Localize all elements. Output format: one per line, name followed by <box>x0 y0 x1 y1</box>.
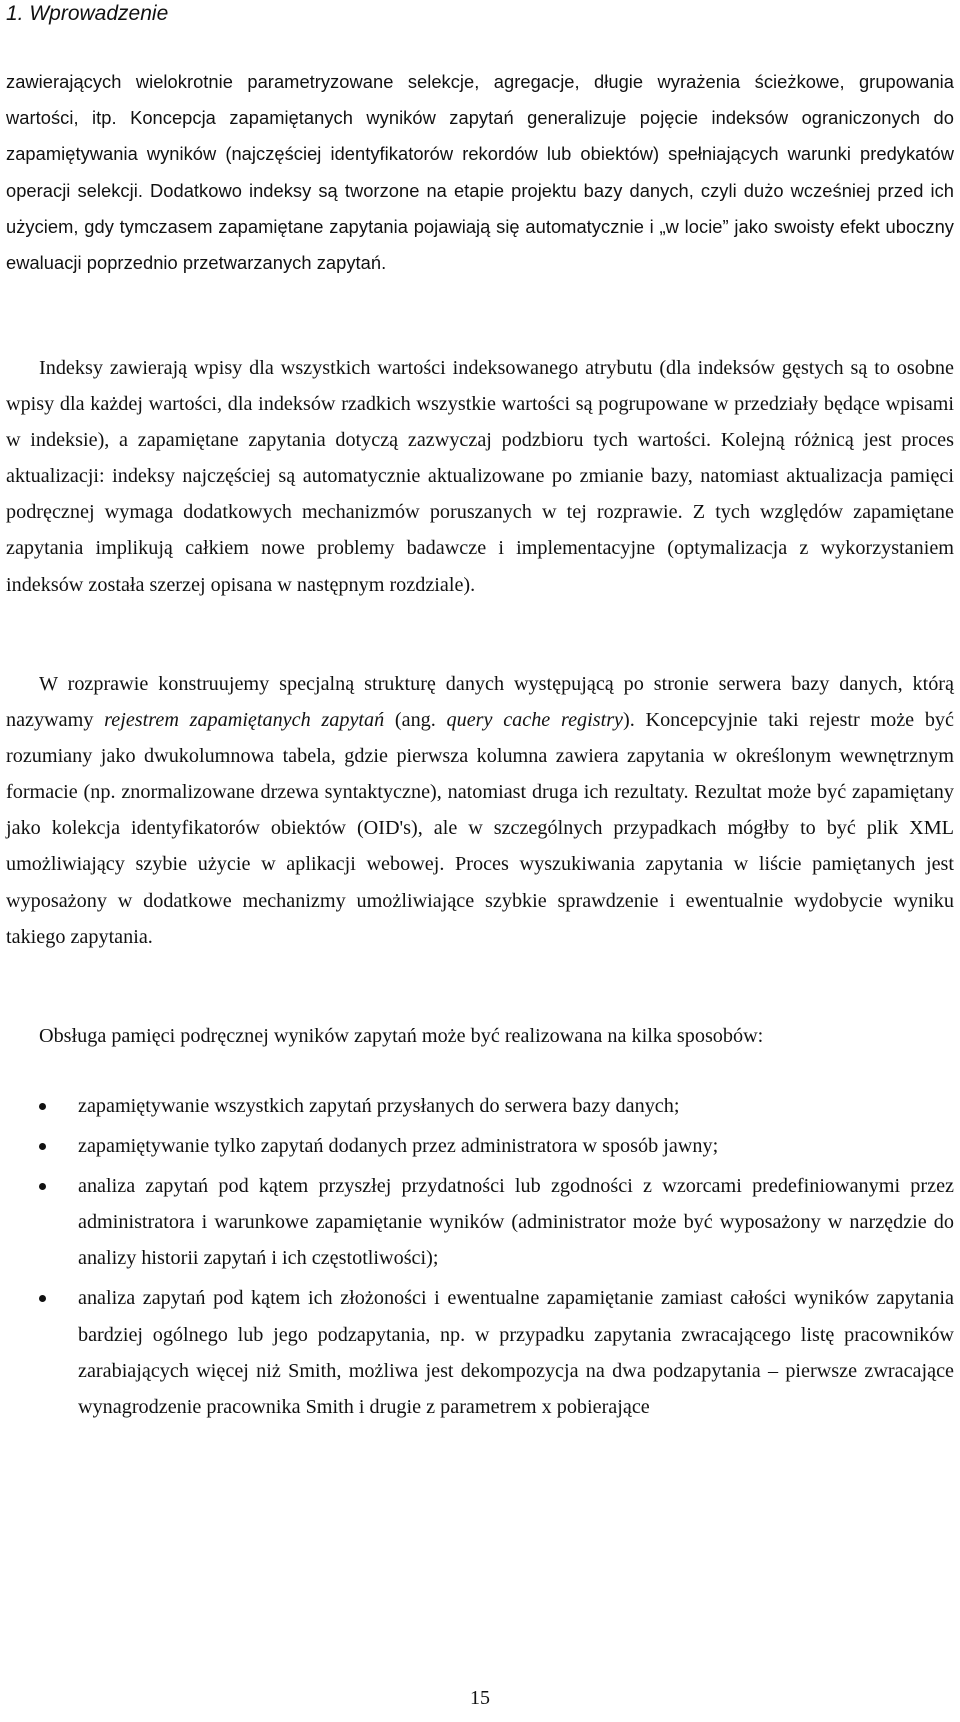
paragraph-3-text-c: ). Koncepcyjnie taki rejestr może być rozumiany jako dwukolumnowa tabela, gdzie pierwsza kolumna zawiera zapytania w określonym wewnętrznym formacie (np. znormalizowane drzewa syntaktyczne), natomiast druga ich rezultaty. Rezultat może być zapamiętany jako kolekcja identyfikatorów obiektów (OID's), ale w szczególnych przypadkach mógłby to być plik XML umożliwiający szybie użycie w aplikacji webowej. Proces wyszukiwania zapytania w liście pamiętanych jest wyposażony w dodatkowe mechanizmy umożliwiające szybkie sprawdzenie i ewentualnie wydobycie wyniku takiego zapytania. <box>6 709 954 948</box>
bullet-icon <box>39 1183 46 1190</box>
list-item <box>6 1280 954 1424</box>
list-item <box>6 1168 954 1276</box>
paragraph-4: Obsługa pamięci podręcznej wyników zapytań może być realizowana na kilka sposobów: <box>39 1025 764 1047</box>
term-query-cache-registry-en: query cache registry <box>446 709 624 732</box>
list-item <box>6 1088 954 1124</box>
paragraph-3-text-a: W rozprawie konstruujemy specjalną strukturę danych występującą po stronie serwera bazy danych, którą nazywamy <box>6 673 954 732</box>
list-item-text: analiza zapytań pod kątem ich złożoności i ewentualne zapamiętanie zamiast całości wyników zapytania bardziej ogólnego lub jego podzapytania, np. w przypadku zapytania zwracającego listę pracowników zarabiających więcej niż Smith, możliwa jest dekompozycja na dwa podzapytania – pierwsze zwracające wynagrodzenie pracownika Smith i drugie z parametrem x pobierające <box>78 1287 954 1418</box>
bullet-list <box>6 1088 954 1429</box>
page-number: 15 <box>470 1687 490 1709</box>
paragraph-2: Indeksy zawierają wpisy dla wszystkich wartości indeksowanego atrybutu (dla indeksów gęstych są to osobne wpisy dla każdej wartości, dla indeksów rzadkich wszystkie wartości są pogrupowane w przedziały będące wpisami w indeksie), a zapamiętane zapytania dotyczą zazwyczaj podzbioru tych wartości. Kolejną różnicą jest proces aktualizacji: indeksy najczęściej są automatycznie aktualizowane po zmianie bazy, natomiast aktualizacja pamięci podręcznej wymaga dodatkowych mechanizmów poruszanych w tej rozprawie. Z tych względów zapamiętane zapytania implikują całkiem nowe problemy badawcze i implementacyjne (optymalizacja z wykorzystaniem indeksów została szerzej opisana w następnym rozdziale). <box>6 357 954 596</box>
paragraph-3-text-b: (ang. <box>384 709 447 732</box>
list-item-text: zapamiętywanie wszystkich zapytań przysłanych do serwera bazy danych; <box>78 1095 680 1117</box>
chapter-title: 1. Wprowadzenie <box>6 2 169 25</box>
term-query-cache-registry-pl: rejestrem zapamiętanych zapytań <box>104 709 385 732</box>
paragraph-3 <box>6 666 954 955</box>
list-item-text: zapamiętywanie tylko zapytań dodanych przez administratora w sposób jawny; <box>78 1135 719 1158</box>
list-item <box>6 1128 954 1164</box>
paragraph-1: zawierających wielokrotnie parametryzowane selekcje, agregacje, długie wyrażenia ścieżkowe, grupowania wartości, itp. Koncepcja zapamiętanych wyników zapytań generalizuje pojęcie indeksów ograniczonych do zapamiętywania wyników (najczęściej identyfikatorów rekordów lub obiektów) spełniających warunki predykatów operacji selekcji. Dodatkowo indeksy są tworzone na etapie projektu bazy danych, czyli dużo wcześniej przed ich użyciem, gdy tymczasem zapamiętane zapytania pojawiają się automatycznie i „w locie” jako swoisty efekt uboczny ewaluacji poprzednio przetwarzanych zapytań. <box>6 71 954 274</box>
bullet-icon <box>39 1143 46 1150</box>
list-item-text: analiza zapytań pod kątem przyszłej przydatności lub zgodności z wzorcami predefiniowanymi przez administratora i warunkowe zapamiętanie wyników (administrator może być wyposażony w narzędzie do analizy historii zapytań i ich częstotliwości); <box>78 1175 954 1270</box>
bullet-icon <box>39 1103 46 1110</box>
bullet-icon <box>39 1295 46 1302</box>
